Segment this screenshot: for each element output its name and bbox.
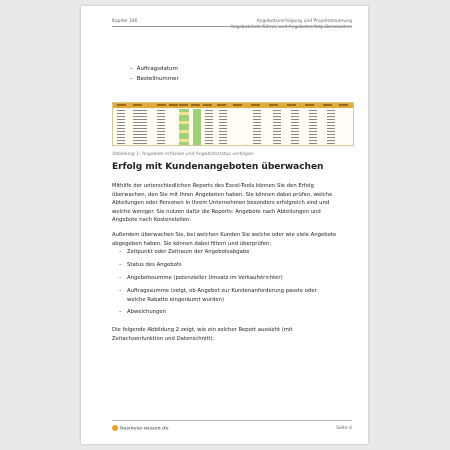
figure-cell — [291, 137, 299, 138]
figure-cell — [117, 140, 125, 141]
figure-cell — [291, 110, 299, 111]
figure-cell — [253, 122, 261, 123]
figure-cell — [117, 143, 125, 144]
figure-cell — [309, 137, 317, 138]
figure-cell — [157, 134, 165, 135]
figure-cell — [117, 137, 125, 138]
figure-cell — [157, 110, 165, 111]
figure-cell — [205, 122, 213, 123]
running-header — [230, 19, 352, 31]
section-heading: Erfolg mit Kundenangeboten überwachen — [112, 162, 324, 172]
figure-cell — [157, 113, 165, 114]
figure-cell — [157, 119, 165, 120]
figure-cell — [157, 143, 165, 144]
figure-cell — [253, 113, 261, 114]
paragraph-2: Außerdem überwachen Sie, bei welchen Kunden Sie welche oder wie viele Angebote abgegeben haben. Sie können dabei filtern und überprüfen: — [112, 232, 337, 247]
figure-header-cell — [269, 104, 278, 106]
figure-cell — [327, 110, 335, 111]
figure-cell — [273, 137, 281, 138]
figure-cell — [253, 128, 261, 129]
figure-cell — [219, 125, 227, 126]
figure-cell — [327, 137, 335, 138]
figure-cell — [205, 137, 213, 138]
figure-cell — [219, 119, 227, 120]
footer-divider — [112, 420, 352, 421]
figure-cell — [327, 113, 335, 114]
figure-cell — [253, 140, 261, 141]
list-item: – Status des Angebots — [119, 262, 182, 268]
figure-cell — [309, 128, 317, 129]
figure-cell — [309, 134, 317, 135]
top-bullet: – Auftragsdatum — [130, 66, 178, 72]
figure-header-cell — [179, 104, 188, 106]
figure-cell — [327, 131, 335, 132]
figure-cell — [309, 113, 317, 114]
figure-cell — [219, 113, 227, 114]
figure-header-cell — [217, 104, 226, 106]
figure-header-cell — [203, 104, 212, 106]
figure-cell — [205, 131, 213, 132]
figure-cell — [205, 140, 213, 141]
paragraph-1: Mithilfe der unterschiedlichen Reports des Excel-Tools können Sie den Erfolg überwachen, den Sie mit Ihren Angeboten haben. Sie können dabei prüfen, welche Abteilungen oder Personen in Ihrem Unternehmen besonders erfolgreich sind und welche weniger. Sie nutzen dafür die Reports: Angebote nach Abteilungen und Angebote nach Kostenstellen. — [112, 183, 333, 224]
figure-cell — [291, 143, 299, 144]
figure-cell — [327, 128, 335, 129]
figure-cell — [309, 122, 317, 123]
figure-cell — [157, 140, 165, 141]
figure-cell — [205, 113, 213, 114]
figure-cell — [133, 125, 147, 126]
list-item: – Auftragssumme (zeigt, ob Angebot zur Kundenanforderung passte oder welche Rabatte eingeräumt wurden) — [119, 288, 317, 303]
figure-cell — [273, 125, 281, 126]
figure-cell — [219, 122, 227, 123]
figure-header-cell — [191, 104, 200, 106]
figure-cell — [253, 110, 261, 111]
figure-cell — [291, 140, 299, 141]
figure-cell — [219, 143, 227, 144]
figure-cell — [205, 119, 213, 120]
figure-cell — [327, 119, 335, 120]
chapter-label: Kapitel 346 — [112, 19, 138, 24]
figure-cell — [291, 119, 299, 120]
figure-cell — [273, 119, 281, 120]
figure-cell — [133, 134, 147, 135]
figure-cell — [205, 110, 213, 111]
figure-header-cell — [251, 104, 260, 106]
figure-header-cell — [305, 104, 314, 106]
figure-header-cell — [157, 104, 166, 106]
list-item: – Zeitpunkt oder Zeitraum der Angebotsabgabe — [119, 249, 250, 255]
top-bullet: – Bestellnummer — [130, 76, 179, 82]
figure-header-cell — [133, 104, 142, 106]
figure-cell — [253, 134, 261, 135]
figure-header-cell — [117, 104, 126, 106]
figure-cell — [117, 128, 125, 129]
figure-cell — [117, 119, 125, 120]
figure-cell — [253, 116, 261, 117]
figure-cell — [117, 110, 125, 111]
publisher-logo[interactable]: business-wissen.de — [112, 425, 169, 432]
figure-cell — [205, 143, 213, 144]
figure-cell — [291, 113, 299, 114]
figure-cell — [219, 140, 227, 141]
paragraph-3: Die folgende Abbildung 2 zeigt, wie ein solcher Report aussieht (mit Zeitachsenfunktion und Datenschnitt). — [112, 327, 293, 342]
figure-cell — [157, 122, 165, 123]
figure-cell — [117, 131, 125, 132]
figure-cell — [273, 122, 281, 123]
figure-cell — [205, 128, 213, 129]
figure-cell — [327, 140, 335, 141]
figure-header-cell — [169, 104, 178, 106]
figure-cell — [327, 134, 335, 135]
figure-cell — [205, 116, 213, 117]
figure-cell — [291, 122, 299, 123]
figure-cell — [327, 125, 335, 126]
figure-header-cell — [287, 104, 296, 106]
figure-cell — [157, 116, 165, 117]
status-cell — [179, 142, 189, 145]
figure-cell — [133, 131, 147, 132]
figure-cell — [291, 131, 299, 132]
figure-cell — [133, 140, 147, 141]
figure-cell — [327, 122, 335, 123]
figure-cell — [133, 137, 147, 138]
figure-cell — [273, 131, 281, 132]
figure-cell — [133, 113, 147, 114]
figure-cell — [219, 128, 227, 129]
figure-cell — [219, 110, 227, 111]
figure-header-row — [113, 103, 353, 108]
figure-cell — [309, 119, 317, 120]
figure-cell — [157, 137, 165, 138]
figure-cell — [133, 128, 147, 129]
figure-row — [113, 142, 353, 145]
figure-cell — [253, 119, 261, 120]
figure-cell — [273, 140, 281, 141]
figure-cell — [117, 113, 125, 114]
figure-cell — [327, 116, 335, 117]
logo-dot-icon — [112, 425, 118, 431]
list-item: – Angebotssumme (potenzieller Umsatz im Verkaufstrichter) — [119, 275, 283, 281]
figure-cell — [309, 110, 317, 111]
figure-cell — [133, 110, 147, 111]
list-item: – Abweichungen — [119, 309, 167, 315]
figure-cell — [309, 131, 317, 132]
document-page — [81, 6, 368, 444]
figure-cell — [117, 134, 125, 135]
figure-header-cell — [339, 104, 348, 106]
figure-cell — [309, 116, 317, 117]
figure-cell — [219, 131, 227, 132]
running-header-line2: Angebotsliste führen und Angebotserfolg überwachen — [230, 25, 352, 30]
figure-cell — [291, 128, 299, 129]
figure-cell — [157, 131, 165, 132]
figure-cell — [273, 110, 281, 111]
figure-cell — [219, 137, 227, 138]
figure-cell — [133, 119, 147, 120]
figure-cell — [291, 134, 299, 135]
figure-cell — [291, 116, 299, 117]
figure-cell — [273, 128, 281, 129]
figure-cell — [133, 143, 147, 144]
figure-cell — [117, 125, 125, 126]
figure-cell — [309, 125, 317, 126]
figure-header-cell — [233, 104, 242, 106]
figure-cell — [205, 134, 213, 135]
figure-cell — [157, 128, 165, 129]
figure-cell — [253, 143, 261, 144]
figure-cell — [253, 125, 261, 126]
figure-cell — [133, 116, 147, 117]
figure-cell — [205, 125, 213, 126]
figure-cell — [253, 131, 261, 132]
figure-header-cell — [323, 104, 332, 106]
figure-caption: Abbildung 1: Angebote erfassen und Angebotsstatus verfolgen — [112, 152, 254, 157]
figure-cell — [117, 116, 125, 117]
page-number: Seite 4 — [336, 426, 352, 431]
figure-cell — [219, 116, 227, 117]
figure-cell — [273, 134, 281, 135]
figure-cell — [117, 122, 125, 123]
running-header-line1: Angebotsverfolgung und Projektsteuerung — [256, 19, 352, 24]
figure-cell — [273, 116, 281, 117]
figure-cell — [133, 122, 147, 123]
figure-cell — [253, 137, 261, 138]
figure-cell — [273, 143, 281, 144]
figure-cell — [273, 113, 281, 114]
figure-cell — [157, 125, 165, 126]
figure-cell — [327, 143, 335, 144]
status-cell — [193, 142, 201, 145]
figure-cell — [219, 134, 227, 135]
spreadsheet-figure — [112, 102, 354, 146]
figure-cell — [309, 143, 317, 144]
header-divider — [112, 26, 352, 27]
figure-cell — [309, 140, 317, 141]
figure-cell — [291, 125, 299, 126]
